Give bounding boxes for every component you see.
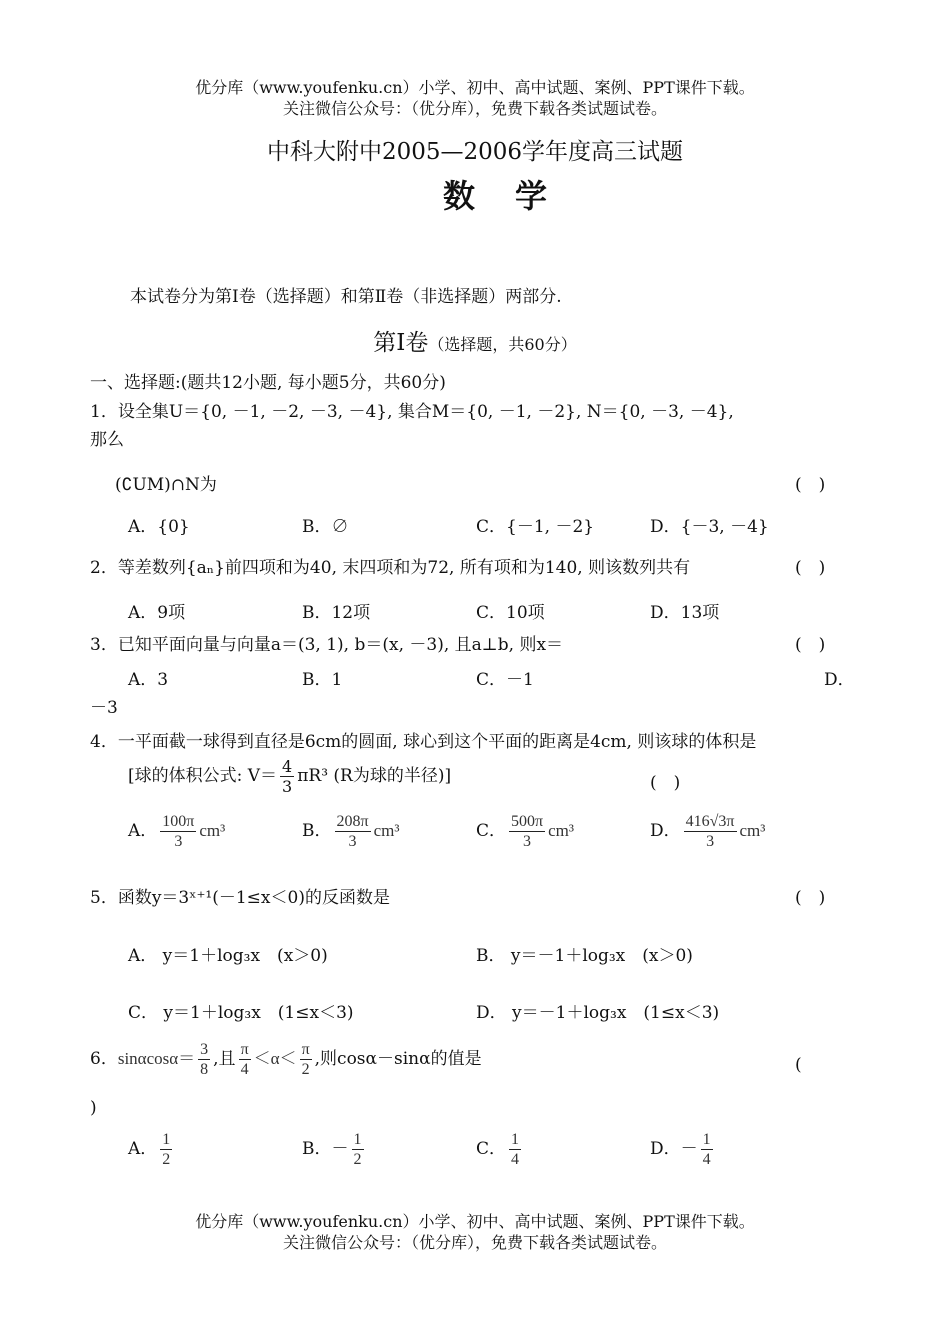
q4-option-d bbox=[650, 812, 765, 851]
q6-frac2-num: π bbox=[240, 1041, 249, 1058]
q4-formula-post: πR³ (R为球的半径)] bbox=[297, 766, 452, 786]
header-line-1: 优分库（www.youfenku.cn）小学、初中、高中试题、案例、PPT课件下载。 bbox=[195, 78, 755, 97]
q6-option-d-num: 1 bbox=[702, 1131, 711, 1148]
q4-formula-pre: [球的体积公式: V＝ bbox=[128, 766, 278, 786]
q3-option-d-value: －3 bbox=[90, 698, 118, 718]
footer-line-2: 关注微信公众号：（优分库），免费下载各类试题试卷。 bbox=[282, 1233, 667, 1252]
q1-stem-cont: 那么 bbox=[90, 430, 124, 450]
q4-option-b-den: 3 bbox=[348, 833, 357, 850]
q2-option-a: A．9项 bbox=[128, 603, 186, 623]
q4-option-b-unit: cm³ bbox=[373, 821, 400, 840]
q6-option-c-label: C． bbox=[476, 1139, 507, 1159]
q6-stem bbox=[90, 1040, 482, 1079]
q3-option-c: C．－1 bbox=[476, 670, 534, 690]
q4-formula-den: 3 bbox=[282, 777, 293, 796]
part1-note: （选择题，共60分） bbox=[428, 335, 577, 354]
q6-fraction-2 bbox=[239, 1040, 251, 1079]
q4-option-d-den: 3 bbox=[706, 833, 715, 850]
q2-answer-bracket: ( ) bbox=[795, 558, 826, 578]
q3-answer-bracket: ( ) bbox=[795, 635, 826, 655]
q3-option-b: B．1 bbox=[302, 670, 343, 690]
q4-option-c-den: 3 bbox=[523, 833, 532, 850]
q2-stem: 2．等差数列{aₙ}前四项和为40, 末四项和为72, 所有项和为140, 则该数列共有 bbox=[90, 558, 691, 578]
q6-mid: ,且 bbox=[213, 1049, 236, 1069]
q4-option-c-fraction bbox=[509, 812, 545, 851]
q5-answer-bracket: ( ) bbox=[795, 888, 826, 908]
q4-option-a bbox=[128, 812, 225, 851]
q1-answer-bracket: ( ) bbox=[795, 475, 826, 495]
q6-option-d-fraction bbox=[701, 1130, 713, 1169]
q2-option-b: B．12项 bbox=[302, 603, 371, 623]
q1-stem: 1．设全集U＝{0, －1, －2, －3, －4}, 集合M＝{0, －1, －2}, N＝{0, －3, －4}, bbox=[90, 402, 734, 422]
q3-option-a: A．3 bbox=[128, 670, 169, 690]
q2-option-c: C．10项 bbox=[476, 603, 545, 623]
q4-option-a-den: 3 bbox=[174, 833, 183, 850]
q6-option-d bbox=[650, 1130, 716, 1169]
q1-line2: (∁UM)∩N为 bbox=[115, 475, 217, 495]
q2-option-d: D．13项 bbox=[650, 603, 720, 623]
part1-heading bbox=[0, 324, 950, 357]
q4-option-a-label: A． bbox=[128, 821, 158, 841]
q6-frac3-den: 2 bbox=[301, 1061, 310, 1078]
q6-option-a-den: 2 bbox=[162, 1151, 171, 1168]
q4-option-a-fraction bbox=[160, 812, 196, 851]
q4-formula-num: 4 bbox=[282, 757, 293, 776]
q6-option-c-num: 1 bbox=[511, 1131, 520, 1148]
q6-option-b-den: 2 bbox=[353, 1151, 362, 1168]
q4-option-c-label: C． bbox=[476, 821, 507, 841]
q6-fraction-1 bbox=[198, 1040, 210, 1079]
q6-option-b-label: B．－ bbox=[302, 1139, 349, 1159]
header-line-2: 关注微信公众号：（优分库），免费下载各类试题试卷。 bbox=[282, 99, 667, 118]
q1-option-c: C．{－1, －2} bbox=[476, 517, 595, 537]
q4-option-b-fraction bbox=[335, 812, 371, 851]
q4-option-d-unit: cm³ bbox=[739, 821, 766, 840]
q4-option-c-num: 500π bbox=[511, 813, 544, 830]
q4-option-c-unit: cm³ bbox=[548, 821, 574, 840]
q6-post: ,则cosα－sinα的值是 bbox=[314, 1049, 482, 1069]
q5-option-c: C． y＝1＋log₃x (1≤x＜3) bbox=[128, 1003, 354, 1023]
q4-answer-bracket: ( ) bbox=[650, 773, 681, 793]
footer-line-1: 优分库（www.youfenku.cn）小学、初中、高中试题、案例、PPT课件下载。 bbox=[195, 1212, 755, 1231]
q4-option-a-num: 100π bbox=[162, 813, 195, 830]
q6-option-b bbox=[302, 1130, 367, 1169]
q6-frac2-den: 4 bbox=[240, 1061, 249, 1078]
intro-text: 本试卷分为第Ⅰ卷（选择题）和第Ⅱ卷（非选择题）两部分. bbox=[130, 287, 562, 307]
q6-fraction-3 bbox=[300, 1040, 312, 1079]
q6-mid2: ＜α＜ bbox=[253, 1049, 297, 1068]
q6-option-d-den: 4 bbox=[702, 1151, 711, 1168]
q6-option-a bbox=[128, 1130, 175, 1169]
q6-option-b-fraction bbox=[352, 1130, 364, 1169]
q6-option-c-fraction bbox=[509, 1130, 521, 1169]
q6-option-b-num: 1 bbox=[353, 1131, 362, 1148]
section1-heading: 一、选择题:(题共12小题, 每小题5分，共60分) bbox=[90, 373, 446, 393]
q5-option-d: D． y＝－1＋log₃x (1≤x＜3) bbox=[476, 1003, 720, 1023]
q5-option-a: A． y＝1＋log₃x (x＞0) bbox=[128, 946, 328, 966]
q6-option-a-label: A． bbox=[128, 1139, 158, 1159]
q4-option-b-num: 208π bbox=[336, 813, 369, 830]
q4-formula-fraction bbox=[280, 757, 294, 796]
q6-option-c bbox=[476, 1130, 524, 1169]
q3-option-d: D． bbox=[824, 670, 855, 690]
q6-bracket-close: ) bbox=[90, 1098, 97, 1118]
q3-stem: 3．已知平面向量与向量a＝(3, 1), b＝(x, －3), 且a⊥b, 则x＝ bbox=[90, 635, 564, 655]
q6-label: 6． bbox=[90, 1049, 118, 1069]
q4-stem: 4．一平面截一球得到直径是6cm的圆面, 球心到这个平面的距离是4cm, 则该球的体积是 bbox=[90, 732, 757, 752]
q4-option-b-label: B． bbox=[302, 821, 332, 841]
q5-stem: 5．函数y＝3ˣ⁺¹(－1≤x＜0)的反函数是 bbox=[90, 888, 390, 908]
q4-option-c bbox=[476, 812, 574, 851]
q6-option-d-label: D．－ bbox=[650, 1139, 698, 1159]
q1-option-b: B．∅ bbox=[302, 517, 349, 537]
q6-frac3-num: π bbox=[301, 1041, 310, 1058]
subject-title: 数学 bbox=[442, 177, 587, 215]
q6-bracket-open: ( bbox=[795, 1055, 802, 1075]
q1-option-a: A．{0} bbox=[128, 517, 190, 537]
q6-frac1-num: 3 bbox=[200, 1041, 209, 1058]
q4-option-d-fraction bbox=[684, 812, 737, 851]
q6-pre: sinαcosα＝ bbox=[117, 1049, 196, 1068]
q4-formula bbox=[128, 757, 451, 796]
q6-option-a-num: 1 bbox=[162, 1131, 171, 1148]
exam-title: 中科大附中2005—2006学年度高三试题 bbox=[266, 139, 684, 165]
q6-option-c-den: 4 bbox=[511, 1151, 520, 1168]
q6-option-a-fraction bbox=[160, 1130, 172, 1169]
q4-option-d-num: 416√3π bbox=[685, 813, 735, 830]
q6-frac1-den: 8 bbox=[200, 1061, 209, 1078]
q4-option-b bbox=[302, 812, 399, 851]
q1-option-d: D．{－3, －4} bbox=[650, 517, 769, 537]
part1-title: 第Ⅰ卷 bbox=[373, 330, 429, 356]
q5-option-b: B． y＝－1＋log₃x (x＞0) bbox=[476, 946, 693, 966]
q4-option-a-unit: cm³ bbox=[199, 821, 226, 840]
q4-option-d-label: D． bbox=[650, 821, 681, 841]
